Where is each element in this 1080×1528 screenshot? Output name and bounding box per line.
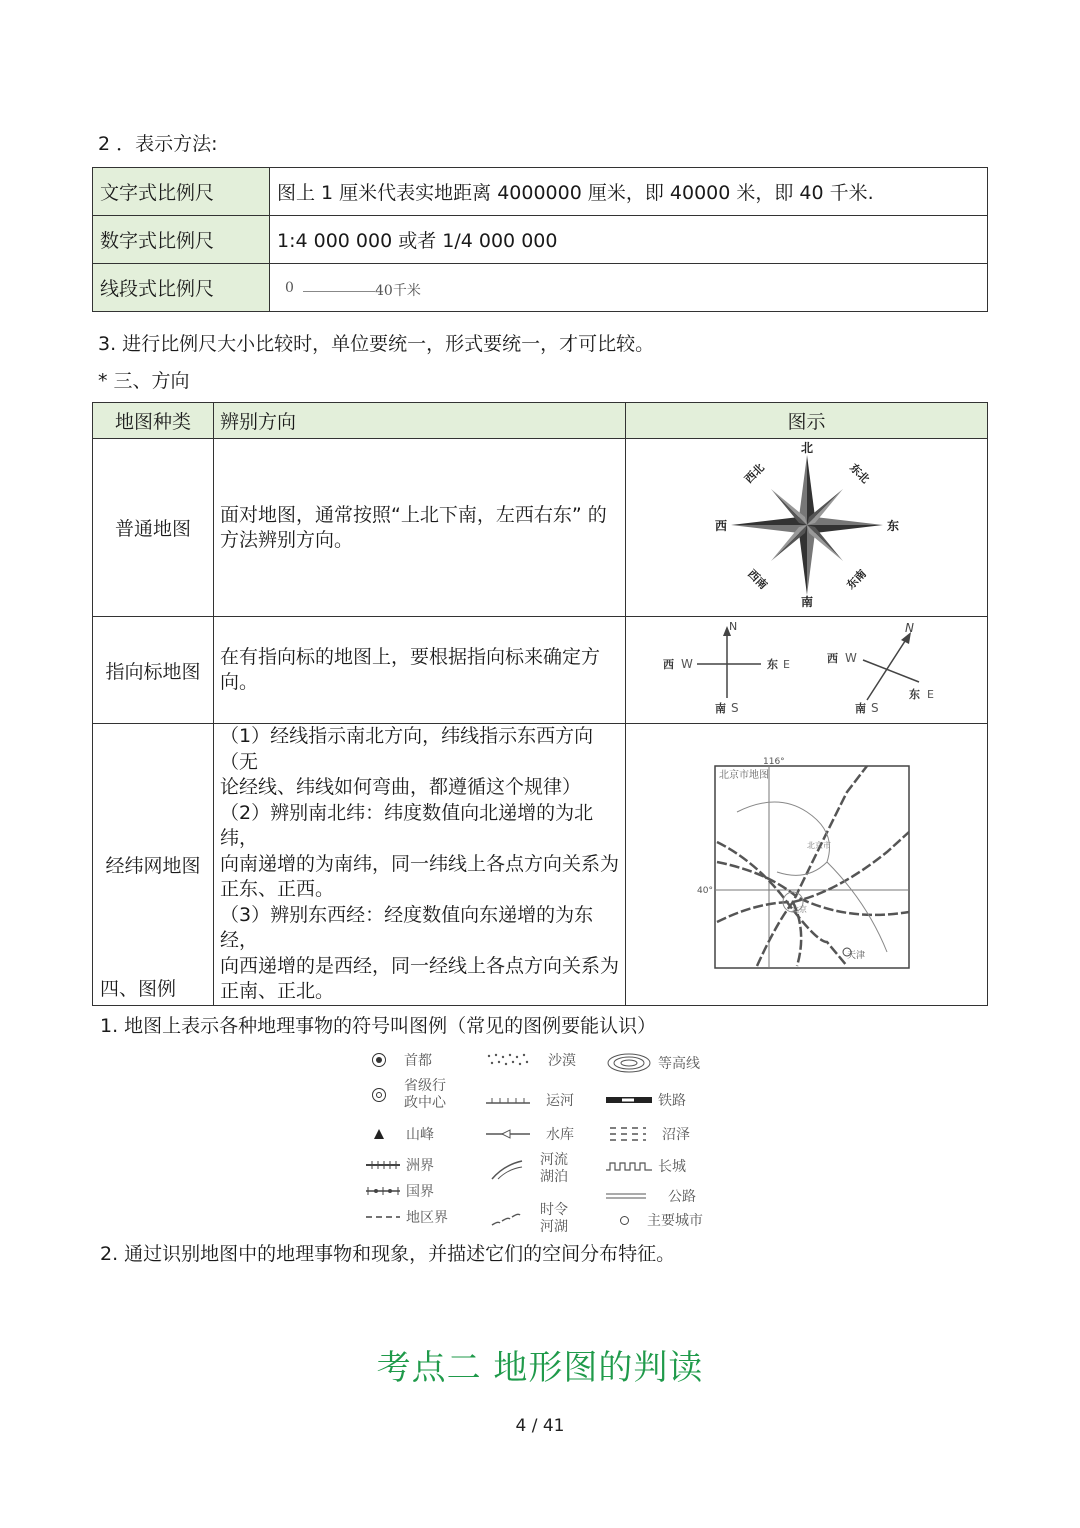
desert-icon — [486, 1052, 530, 1068]
section-heading-direction: * 三、方向 — [98, 370, 190, 392]
legend-city — [620, 1210, 703, 1230]
legend-great-wall — [606, 1156, 686, 1176]
pointer2-east-cn: 东 — [908, 687, 920, 701]
legend-railway — [606, 1090, 686, 1110]
graticule-map-cell — [626, 724, 988, 1006]
map-type-pointer: 指向标地图 — [93, 617, 214, 724]
legend-label: 时令 — [540, 1202, 568, 1218]
method-line: （3）辨别东西经：经度数值向东递增的为东经， — [220, 903, 594, 951]
great-wall-icon — [606, 1160, 652, 1172]
compass-east-label: 东 — [886, 519, 899, 533]
legend-label: 首都 — [404, 1053, 432, 1069]
table-row — [93, 216, 988, 264]
table-row — [93, 617, 988, 724]
reservoir-icon — [486, 1128, 530, 1140]
scale-bar-line — [303, 291, 375, 292]
legend-label: 省级行 — [404, 1078, 446, 1094]
legend-national-border — [366, 1181, 434, 1201]
legend-label: 国界 — [406, 1184, 434, 1200]
scale-text-content: 图上 1 厘米代表实地距离 4000000 厘米，即 40000 米，即 40 千米. — [270, 168, 988, 216]
table-header-row — [93, 403, 988, 439]
legend-label: 长城 — [658, 1159, 686, 1175]
map-title: 北京市地图 — [718, 769, 769, 781]
pointer1-east: E — [782, 657, 790, 671]
legend-label: 运河 — [546, 1093, 574, 1109]
map-latitude-label: 40° — [696, 885, 713, 896]
legend-province-capital — [372, 1078, 446, 1112]
legend-panel — [362, 1044, 722, 1236]
page-number: 4 / 41 — [515, 1416, 565, 1436]
chapter-title: 考点二 地形图的判读 — [376, 1348, 704, 1388]
pointer1-west-cn: 西 — [662, 657, 674, 671]
north-arrow-icon — [657, 618, 957, 718]
header-illustration: 图示 — [626, 403, 988, 439]
legend-definition: 1. 地图上表示各种地理事物的符号叫图例（常见的图例要能认识） — [100, 1015, 657, 1037]
highway-icon — [606, 1191, 652, 1201]
table-row — [93, 439, 988, 617]
contour-icon — [606, 1052, 652, 1074]
legend-label: 河湖 — [540, 1219, 568, 1235]
regional-border-icon — [366, 1212, 400, 1222]
method-line: 向西递增的是西经，同一经线上各点方向关系为 — [220, 954, 620, 977]
section-heading-representation: 2 ．表示方法: — [98, 133, 218, 155]
pointer2-east: E — [926, 687, 934, 701]
legend-label: 主要城市 — [647, 1213, 703, 1229]
table-row — [93, 264, 988, 312]
legend-river — [490, 1152, 568, 1186]
scale-method-table — [92, 167, 988, 312]
method-line: 向南递增的为南纬，同一纬线上各点方向关系为 — [220, 852, 620, 875]
method-line: （2）辨别南北纬：纬度数值向北递增的为北纬， — [220, 801, 594, 849]
legend-swamp — [606, 1124, 690, 1144]
capital-icon — [372, 1053, 386, 1067]
pointer1-east-cn: 东 — [766, 657, 778, 671]
legend-label: 等高线 — [658, 1056, 700, 1072]
pointer-cell — [626, 617, 988, 724]
header-map-type: 地图种类 — [93, 403, 214, 439]
pointer2-south-cn: 南 — [854, 701, 866, 715]
method-line: （1）经线指示南北方向，纬线指示东西方向（无 — [220, 725, 594, 773]
legend-label: 公路 — [668, 1189, 696, 1205]
scale-compare-note: 3. 进行比例尺大小比较时，单位要统一，形式要统一，才可比较。 — [98, 333, 655, 355]
legend-continent-border — [366, 1155, 434, 1175]
scale-label-linear: 线段式比例尺 — [93, 264, 270, 312]
legend-contour — [606, 1052, 700, 1074]
method-graticule — [220, 724, 619, 1005]
legend-label: 水库 — [546, 1127, 574, 1143]
method-line: 正东、正西。 — [220, 878, 335, 900]
legend-reservoir — [486, 1124, 574, 1144]
map-city-label: 北京 — [790, 904, 807, 914]
scale-bar-end: 40千米 — [375, 282, 421, 299]
pointer1-north: N — [728, 619, 737, 633]
map-type-graticule: 经纬网地图 — [93, 724, 214, 1006]
legend-label: 山峰 — [406, 1127, 434, 1143]
legend-label: 湖泊 — [540, 1169, 568, 1185]
legend-label: 地区界 — [406, 1210, 448, 1226]
compass-west-label: 西 — [714, 519, 727, 533]
scale-label-text: 文字式比例尺 — [93, 168, 270, 216]
legend-label: 铁路 — [658, 1093, 686, 1109]
legend-highway — [606, 1186, 696, 1206]
map-type-general: 普通地图 — [93, 439, 214, 617]
compass-southwest-label: 西南 — [744, 567, 770, 592]
national-border-icon — [366, 1186, 400, 1196]
railway-icon — [606, 1095, 652, 1105]
compass-southeast-label: 东南 — [843, 567, 869, 592]
method-line: 论经线、纬线如何弯曲，都遵循这个规律） — [220, 776, 582, 798]
method-line: 正南、正北。 — [220, 980, 335, 1002]
continent-border-icon — [366, 1160, 400, 1170]
scale-label-numeric: 数字式比例尺 — [93, 216, 270, 264]
pointer2-west: W — [844, 650, 857, 665]
river-icon — [490, 1157, 524, 1181]
compass-rose-icon — [707, 440, 907, 610]
scale-numeric-content: 1:4 000 000 或者 1/4 000 000 — [270, 216, 988, 264]
scale-bar-start: 0 — [285, 279, 294, 296]
table-row — [93, 724, 988, 1006]
swamp-icon — [606, 1125, 652, 1143]
seasonal-river-icon — [490, 1209, 524, 1229]
legend-label: 河流 — [540, 1152, 568, 1168]
compass-south-label: 南 — [800, 595, 813, 609]
legend-capital — [372, 1050, 432, 1070]
method-pointer: 在有指向标的地图上，要根据指向标来确定方向。 — [220, 646, 601, 693]
pointer1-south-cn: 南 — [714, 701, 726, 715]
mountain-peak-icon — [374, 1129, 384, 1139]
pointer1-south: S — [730, 700, 739, 715]
header-method: 辨别方向 — [214, 403, 626, 439]
province-capital-icon — [372, 1088, 386, 1102]
pointer2-south: S — [870, 700, 879, 715]
legend-seasonal — [490, 1202, 568, 1236]
pointer1-west: W — [680, 656, 693, 671]
section-heading-legend: 四、图例 — [100, 978, 177, 1000]
legend-label: 沼泽 — [662, 1127, 690, 1143]
compass-northwest-label: 西北 — [741, 461, 767, 486]
direction-table — [92, 402, 988, 1006]
canal-icon — [486, 1095, 530, 1105]
legend-peak — [374, 1124, 434, 1144]
beijing-map-icon — [697, 752, 917, 972]
legend-canal — [486, 1090, 574, 1110]
pointer2-north: N — [904, 620, 914, 635]
scale-linear-content — [270, 264, 988, 312]
table-row — [93, 168, 988, 216]
city-icon — [620, 1216, 629, 1225]
compass-rose-cell — [626, 439, 988, 617]
map-longitude-label: 116° — [762, 756, 785, 767]
legend-usage-note: 2. 通过识别地图中的地理事物和现象，并描述它们的空间分布特征。 — [100, 1243, 676, 1265]
map-city-label: 北京市 — [806, 840, 831, 850]
pointer2-west-cn: 西 — [826, 651, 838, 665]
map-city-label: 天津 — [846, 950, 865, 961]
legend-desert — [486, 1050, 576, 1070]
compass-north-label: 北 — [800, 441, 813, 455]
legend-label: 沙漠 — [548, 1053, 576, 1069]
legend-label: 洲界 — [406, 1158, 434, 1174]
compass-northeast-label: 东北 — [846, 461, 872, 486]
legend-label: 政中心 — [404, 1095, 446, 1111]
legend-regional-border — [366, 1207, 448, 1227]
method-general: 面对地图，通常按照“上北下南，左西右东” 的方法辨别方向。 — [220, 503, 607, 551]
